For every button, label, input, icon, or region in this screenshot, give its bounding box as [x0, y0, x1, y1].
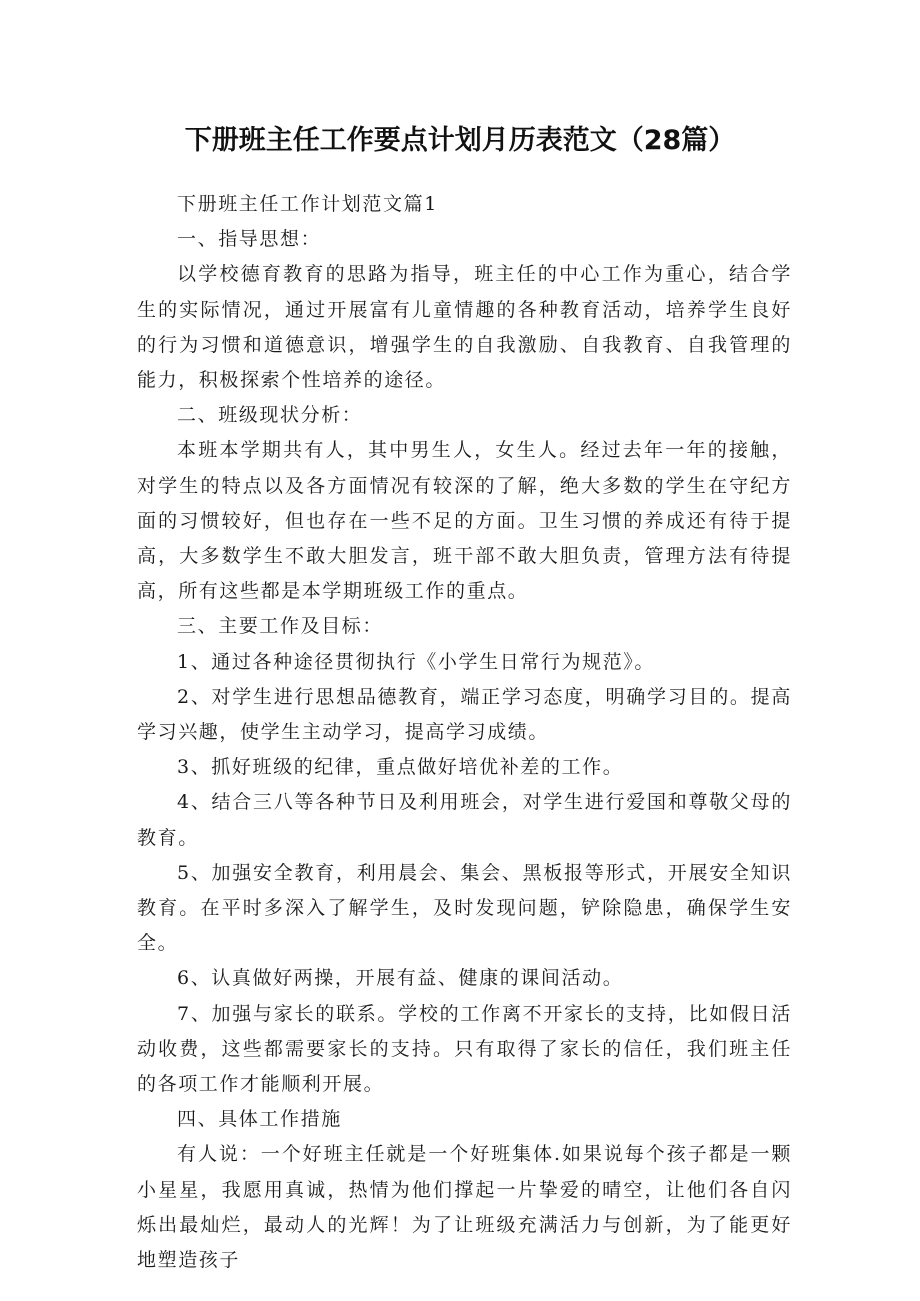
list-item: 3、抓好班级的纪律，重点做好培优补差的工作。 [177, 756, 624, 779]
section-heading: 一、指导思想： [177, 228, 322, 251]
list-item: 2、对学生进行思想品德教育，端正学习态度，明确学习目的。提高学习兴趣，使学生主动学习，提高学习成绩。 [137, 685, 792, 744]
list-item: 5、加强安全教育，利用晨会、集会、黑板报等形式，开展安全知识教育。在平时多深入了解学生，及时发现问题，铲除隐患，确保学生安全。 [137, 861, 792, 955]
document-title: 下册班主任工作要点计划月历表范文（28篇） [184, 125, 736, 156]
list-item: 7、加强与家长的联系。学校的工作离不开家长的支持，比如假日活动收费，这些都需要家长的支持。只有取得了家长的信任，我们班主任的各项工作才能顺利开展。 [137, 1002, 792, 1096]
list-item: 6、认真做好两操，开展有益、健康的课间活动。 [177, 967, 624, 990]
section-heading: 四、具体工作措施 [177, 1108, 342, 1131]
paragraph: 以学校德育教育的思路为指导，班主任的中心工作为重心，结合学生的实际情况，通过开展富有儿童情趣的各种教育活动，培养学生良好的行为习惯和道德意识，增强学生的自我激励、自我教育、自我管理的能力，积极探索个性培养的途径。 [137, 263, 792, 392]
paragraph: 有人说：一个好班主任就是一个好班集体.如果说每个孩子都是一颗小星星，我愿用真诚，热情为他们撑起一片挚爱的晴空，让他们各自闪烁出最灿烂，最动人的光辉！为了让班级充满活力与创新，为了能更好地塑造孩子 [137, 1143, 792, 1272]
section-heading: 三、主要工作及目标： [177, 615, 384, 638]
section-heading: 二、班级现状分析： [177, 404, 363, 427]
list-item: 4、结合三八等各种节日及利用班会，对学生进行爱国和尊敬父母的教育。 [137, 791, 792, 849]
section-heading: 下册班主任工作计划范文篇1 [177, 193, 438, 215]
list-item: 1、通过各种途径贯彻执行《小学生日常行为规范》。 [177, 650, 655, 673]
paragraph: 本班本学期共有人，其中男生人，女生人。经过去年一年的接触，对学生的特点以及各方面情况有较深的了解，绝大多数的学生在守纪方面的习惯较好，但也存在一些不足的方面。卫生习惯的养成还有待于提高，大多数学生不敢大胆发言，班干部不敢大胆负责，管理方法有待提高，所有这些都是本学期班级工作的重点。 [137, 439, 792, 603]
document-body [137, 187, 792, 1278]
